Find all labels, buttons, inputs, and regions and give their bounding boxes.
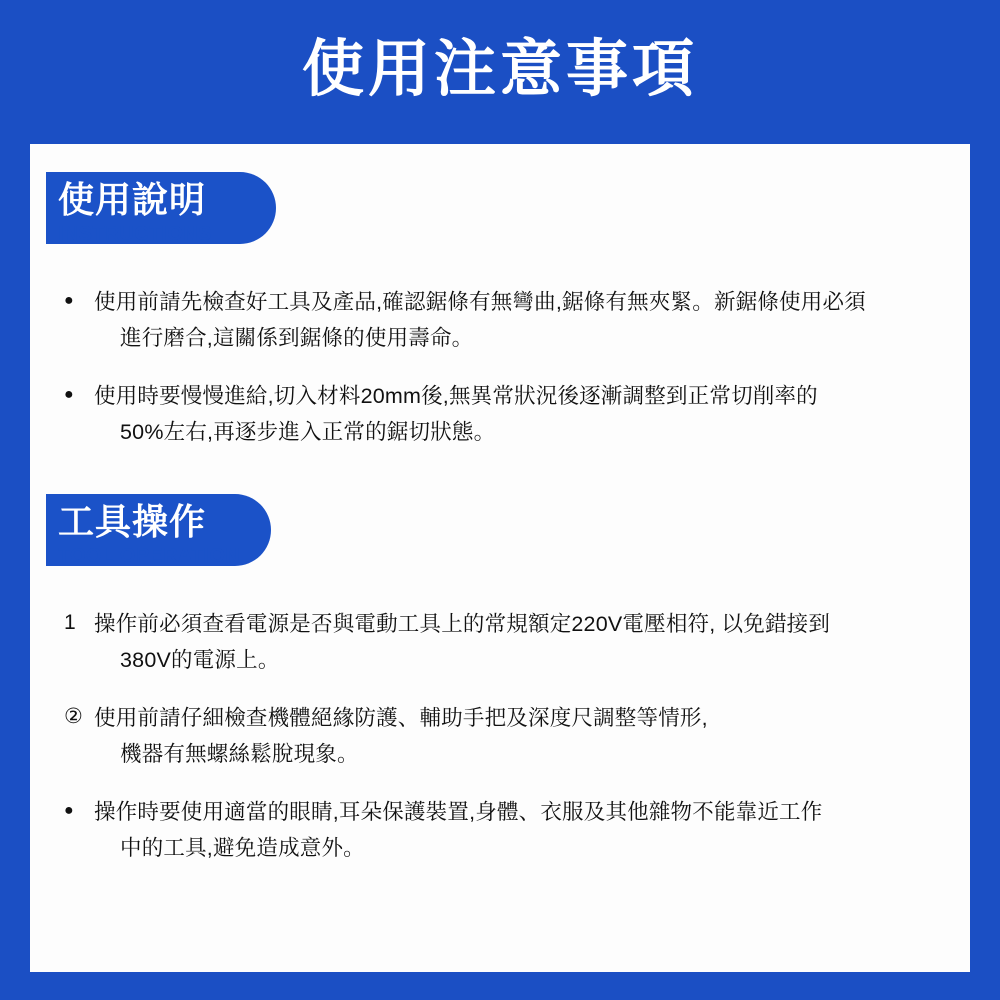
section-instructions-tag <box>30 172 970 258</box>
list-item <box>64 378 940 450</box>
list-item-line1: 操作時要使用適當的眼睛,耳朵保護裝置,身體、衣服及其他雜物不能靠近工作 <box>94 800 823 824</box>
bullet-marker: ● <box>64 292 74 309</box>
list-item <box>64 700 940 772</box>
list-item-line2: 進行磨合,這關係到鋸條的使用壽命。 <box>120 326 474 350</box>
section-tool-operation-title-en: TOOL OPERATION <box>58 545 240 567</box>
list-item <box>64 606 940 678</box>
bullet-marker: ● <box>64 802 74 819</box>
section-tool-operation-tag <box>30 494 970 580</box>
content-card <box>30 144 970 972</box>
section-instructions-items <box>30 284 970 450</box>
section-instructions-title-en: INSTRUCTIONS <box>58 223 212 245</box>
section-instructions <box>30 144 970 450</box>
section-tool-operation-title-zh: 工具操作 <box>58 501 207 542</box>
list-item-text <box>94 378 940 450</box>
section-tool-operation <box>30 472 970 866</box>
list-item <box>64 284 940 356</box>
list-item-line1: 使用前請先檢查好工具及產品,確認鋸條有無彎曲,鋸條有無夾緊。新鋸條使用必須 <box>94 290 866 314</box>
section-tool-operation-items <box>30 606 970 866</box>
list-item-text <box>94 794 940 866</box>
tag-block <box>46 494 240 568</box>
bullet-marker: ● <box>64 386 74 403</box>
tag-block <box>46 172 212 246</box>
list-item-line1: 操作前必須查看電源是否與電動工具上的常規額定220V電壓相符, 以免錯接到 <box>94 612 831 636</box>
list-item-line1: 使用時要慢慢進給,切入材料20mm後,無異常狀況後逐漸調整到正常切削率的 <box>94 384 818 408</box>
list-item-line1: 使用前請仔細檢查機體絕緣防護、輔助手把及深度尺調整等情形, <box>94 706 708 730</box>
list-item-text <box>94 700 940 772</box>
page-title: 使用注意事項 <box>301 35 698 104</box>
list-item-text <box>94 284 940 356</box>
list-item-line2: 50%左右,再逐步進入正常的鋸切狀態。 <box>120 420 496 444</box>
number-marker: ② <box>64 705 83 728</box>
list-item-line2: 380V的電源上。 <box>120 648 280 672</box>
list-item <box>64 794 940 866</box>
section-instructions-title-zh: 使用說明 <box>58 179 207 220</box>
page-header <box>0 0 1000 140</box>
list-item-line2: 機器有無螺絲鬆脫現象。 <box>120 742 359 766</box>
list-item-line2: 中的工具,避免造成意外。 <box>120 836 365 860</box>
list-item-text <box>94 606 940 678</box>
number-marker: 1 <box>64 611 76 634</box>
